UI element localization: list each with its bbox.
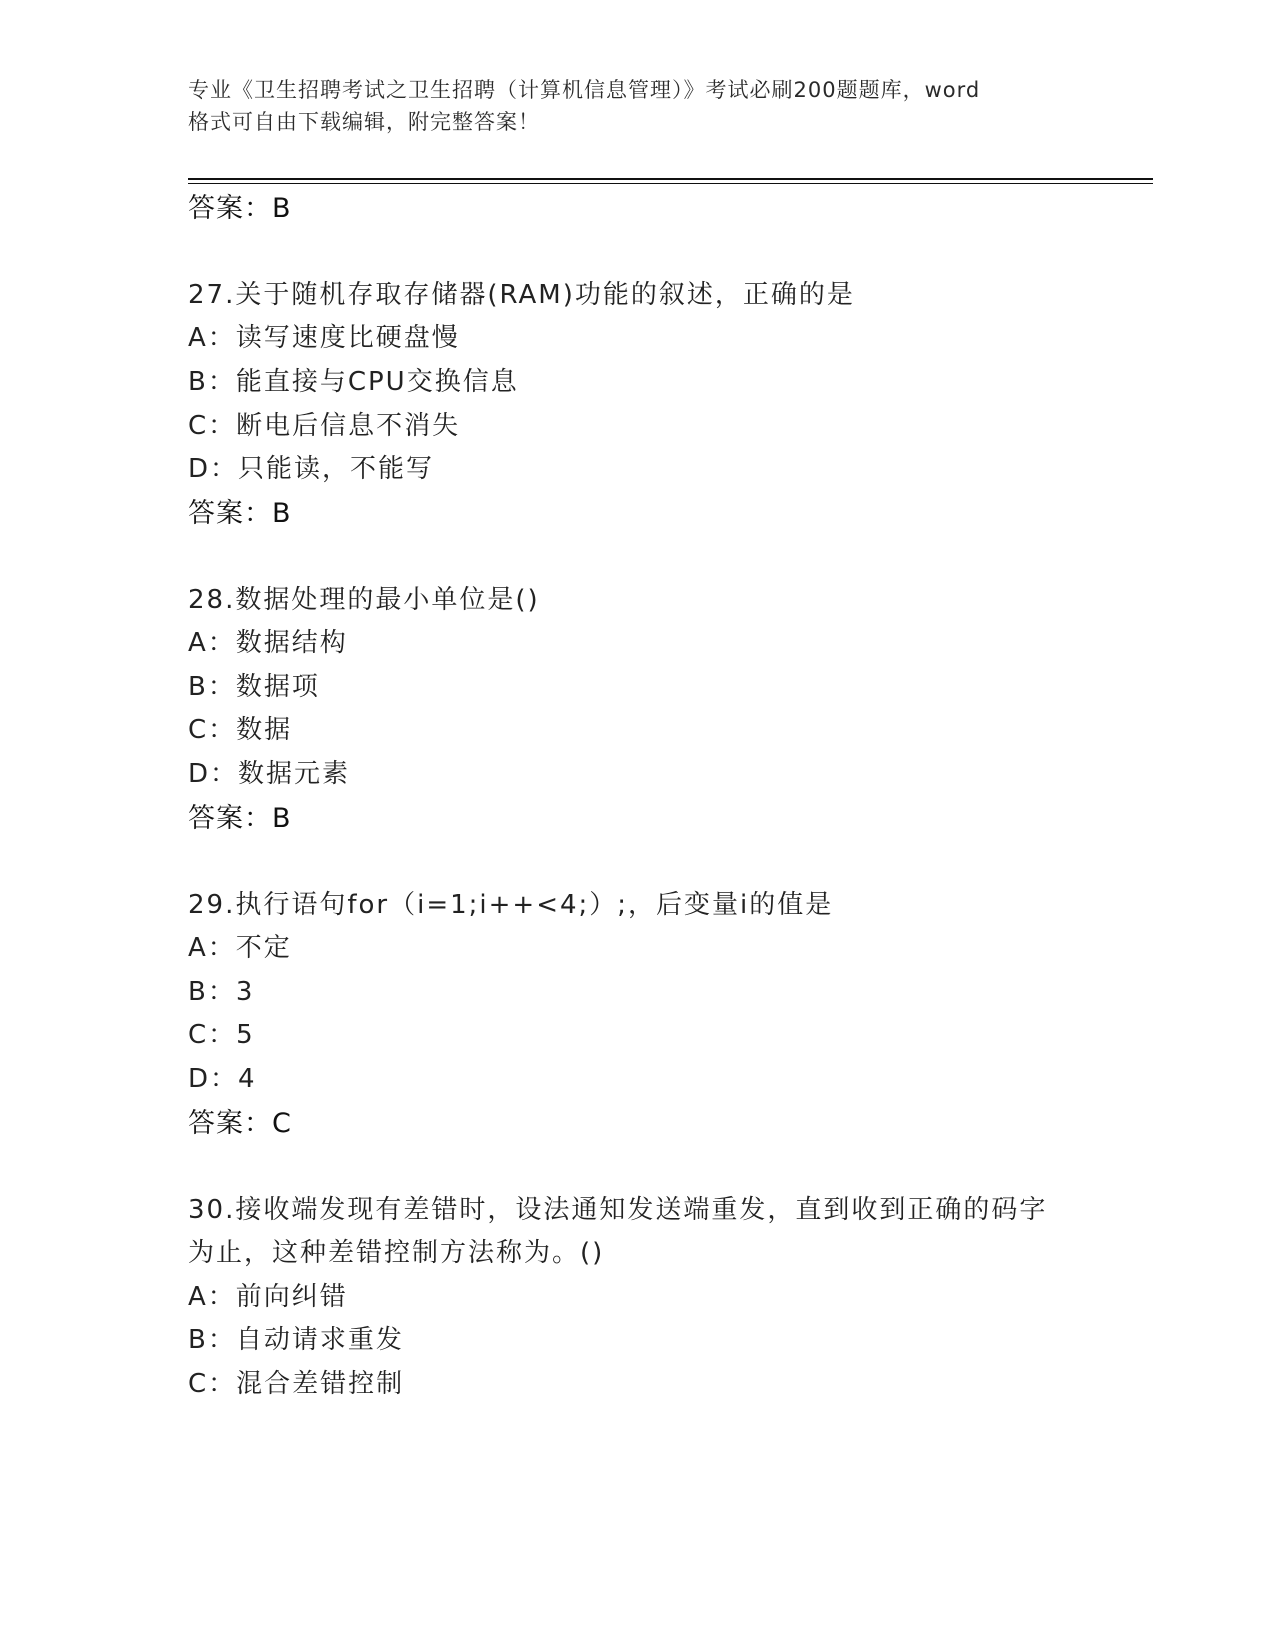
question-28-option-d: D：数据元素 <box>188 759 351 789</box>
question-27-option-a: A：读写速度比硬盘慢 <box>188 323 460 353</box>
header-line-2: 格式可自由下载编辑，附完整答案！ <box>188 110 540 134</box>
previous-answer: 答案：B <box>188 193 292 224</box>
question-29-answer: 答案：C <box>188 1108 292 1139</box>
question-29-option-c: C：5 <box>188 1020 255 1050</box>
question-29-option-a: A：不定 <box>188 933 292 963</box>
question-28-answer: 答案：B <box>188 803 292 834</box>
document-header <box>188 74 1088 138</box>
question-30-option-c: C：混合差错控制 <box>188 1369 405 1399</box>
header-line-1: 专业《卫生招聘考试之卫生招聘（计算机信息管理）》考试必刷200题题库，word <box>188 78 981 102</box>
question-30-stem-line-1: 30.接收端发现有差错时，设法通知发送端重发，直到收到正确的码字 <box>188 1195 1048 1225</box>
question-30-option-a: A：前向纠错 <box>188 1282 348 1312</box>
header-divider-thin <box>188 183 1153 184</box>
question-29-option-b: B：3 <box>188 977 255 1007</box>
question-29-option-d: D：4 <box>188 1064 257 1094</box>
question-28-option-a: A：数据结构 <box>188 628 348 658</box>
question-30-option-b: B：自动请求重发 <box>188 1325 404 1355</box>
header-divider-thick <box>188 178 1153 180</box>
question-27-option-c: C：断电后信息不消失 <box>188 411 461 441</box>
question-27-answer: 答案：B <box>188 498 292 529</box>
question-29-stem: 29.执行语句for（i=1;i++<4;）;，后变量i的值是 <box>188 890 834 920</box>
question-27-option-d: D：只能读，不能写 <box>188 454 435 484</box>
question-27-option-b: B：能直接与CPU交换信息 <box>188 367 519 397</box>
question-27-stem: 27.关于随机存取存储器(RAM)功能的叙述，正确的是 <box>188 280 855 310</box>
question-28-stem: 28.数据处理的最小单位是() <box>188 585 540 615</box>
question-28-option-c: C：数据 <box>188 715 293 745</box>
question-28-option-b: B：数据项 <box>188 672 320 702</box>
question-30-stem-line-2: 为止，这种差错控制方法称为。() <box>188 1238 605 1268</box>
